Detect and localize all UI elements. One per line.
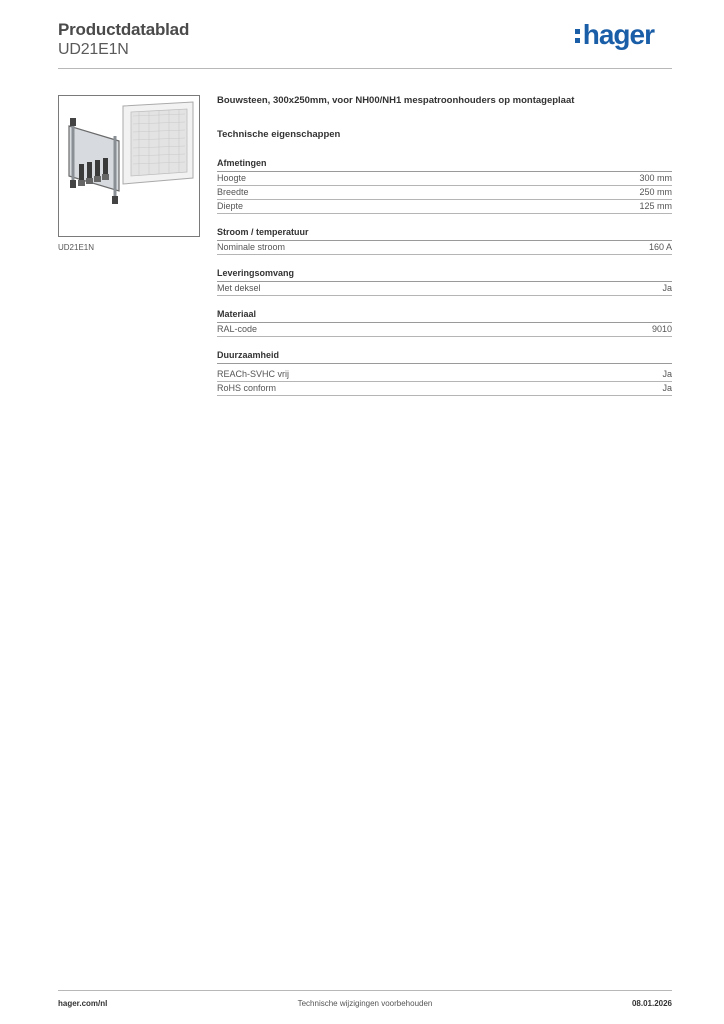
spec-row: [217, 186, 672, 200]
group-duurzaamheid: [217, 349, 672, 396]
spec-label: Hoogte: [217, 173, 247, 183]
spec-value: 9010: [651, 324, 672, 334]
image-caption: UD21E1N: [58, 243, 95, 252]
product-photo-icon: [59, 96, 199, 236]
footer-divider: [58, 990, 672, 991]
group-title: Materiaal: [217, 308, 672, 323]
footer-notice: Technische wijzigingen voorbehouden: [297, 999, 433, 1008]
spec-row: [217, 368, 672, 382]
spec-value: Ja: [662, 369, 672, 379]
spec-row: [217, 200, 672, 214]
spec-label: REACh-SVHC vrij: [217, 369, 290, 379]
spec-label: RoHS conform: [217, 383, 277, 393]
spec-label: Breedte: [217, 187, 249, 197]
group-stroom-temperatuur: [217, 226, 672, 255]
page-header: [58, 20, 672, 59]
footer-date: 08.01.2026: [631, 999, 672, 1008]
spec-value: 125 mm: [639, 201, 672, 211]
logo-dots-icon: [575, 27, 581, 45]
group-leveringsomvang: [217, 267, 672, 296]
group-title: Duurzaamheid: [217, 349, 672, 364]
product-details: [217, 94, 672, 408]
spec-row: [217, 241, 672, 255]
product-code: UD21E1N: [58, 41, 129, 58]
spec-label: Met deksel: [217, 283, 261, 293]
product-description: Bouwsteen, 300x250mm, voor NH00/NH1 mespatroonhouders op montageplaat: [217, 95, 575, 106]
product-image: [58, 95, 200, 237]
group-title: Leveringsomvang: [217, 267, 672, 282]
hager-logo: [575, 20, 654, 50]
section-title: Technische eigenschappen: [217, 129, 341, 140]
spec-value: Ja: [662, 283, 672, 293]
spec-label: Nominale stroom: [217, 242, 286, 252]
logo-text: hager: [582, 19, 654, 50]
group-title: Stroom / temperatuur: [217, 226, 672, 241]
spec-value: 160 A: [648, 242, 672, 252]
spec-label: RAL-code: [217, 324, 258, 334]
document-title: Productdatablad: [58, 20, 190, 39]
spec-label: Diepte: [217, 201, 244, 211]
spec-value: 250 mm: [639, 187, 672, 197]
group-materiaal: [217, 308, 672, 337]
spec-row: [217, 282, 672, 296]
group-afmetingen: [217, 157, 672, 214]
spec-row: [217, 323, 672, 337]
spec-value: Ja: [662, 383, 672, 393]
spec-value: 300 mm: [639, 173, 672, 183]
spec-row: [217, 382, 672, 396]
group-title: Afmetingen: [217, 157, 672, 172]
footer-website-link[interactable]: hager.com/nl: [58, 999, 108, 1008]
spec-row: [217, 172, 672, 186]
header-divider: [58, 68, 672, 69]
